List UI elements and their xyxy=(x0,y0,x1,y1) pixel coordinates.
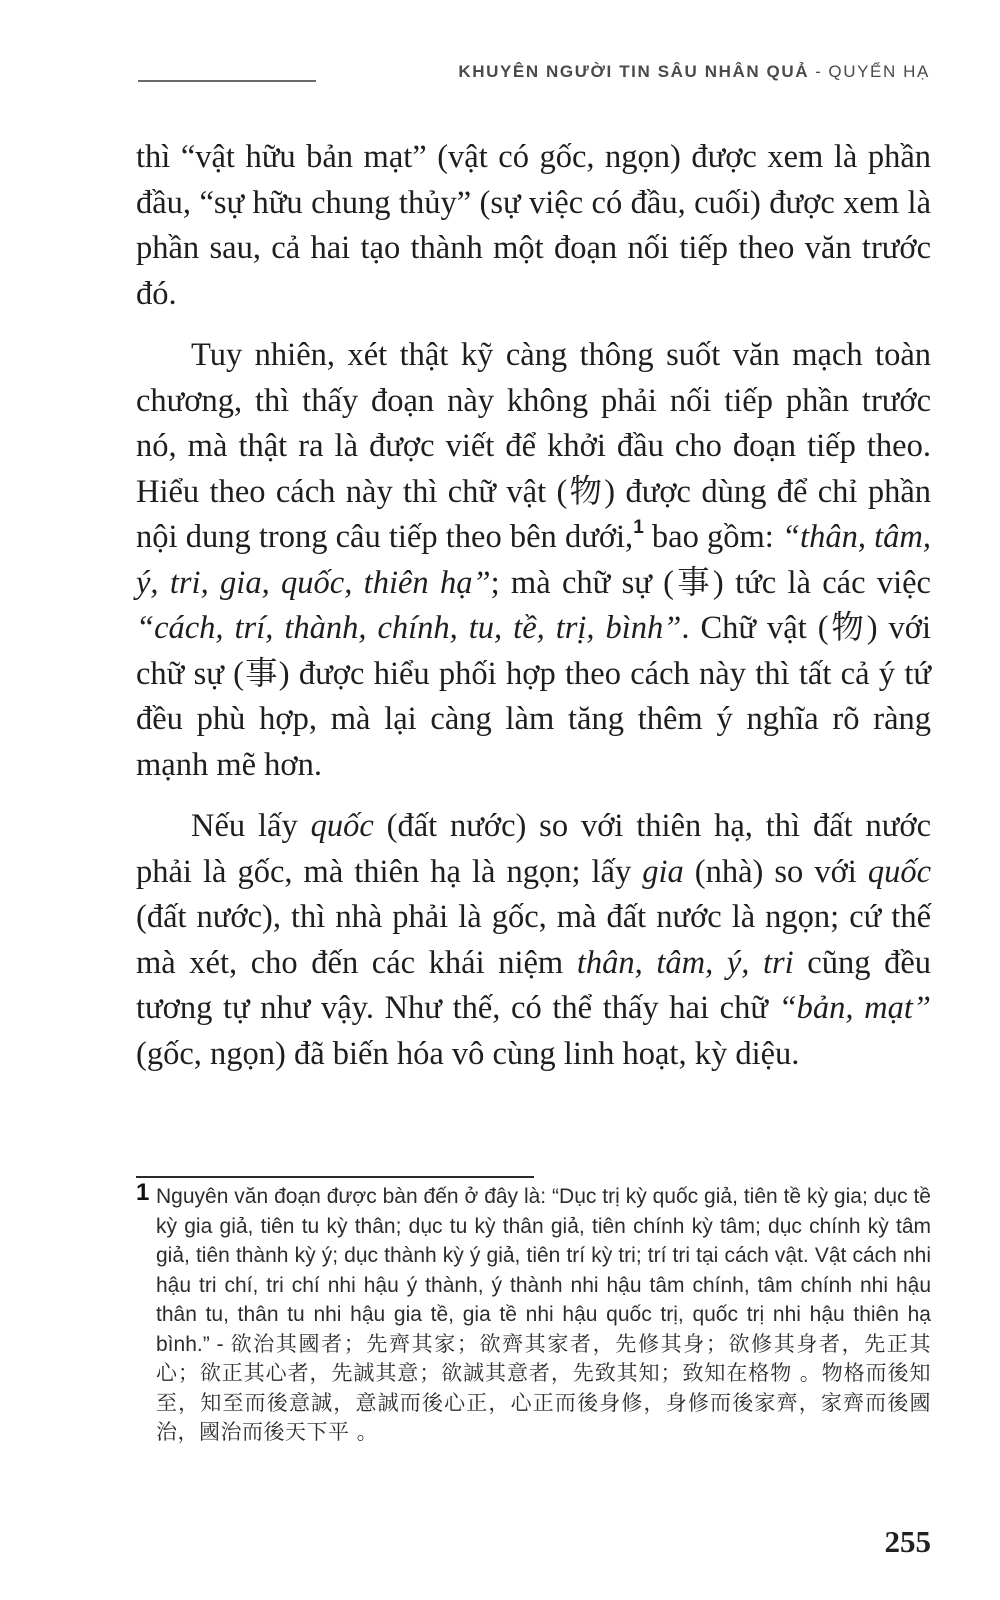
footnote-reference[interactable]: 1 xyxy=(633,517,644,538)
volume-label: QUYỂN HẠ xyxy=(828,62,930,81)
paragraph-1: thì “vật hữu bản mạt” (vật có gốc, ngọn) được xem là phần đầu, “sự hữu chung thủy” (sự việc có đầu, cuối) được xem là phần sau, cả hai tạo thành một đoạn nối tiếp theo văn trước đó. xyxy=(136,139,931,312)
running-header xyxy=(138,60,930,90)
footnote-number: 1 xyxy=(136,1179,150,1206)
footnote-divider xyxy=(136,1176,534,1178)
footnote-text: Nguyên văn đoạn được bàn đến ở đây là: “Dục trị kỳ quốc giả, tiên tề kỳ gia; dục tề kỳ gia giả, tiên tu kỳ thân; dục tu kỳ thân giả, tiên chính kỳ tâm; dục chính kỳ tâm giả, tiên thành kỳ ý; dục thành kỳ ý giả, tiên trí kỳ tri; trí tri tại cách vật. Vật cách nhi hậu tri chí, tri chí nhi hậu ý thành, ý thành nhi hậu tâm chính, tâm chính nhi hậu thân tu, thân tu nhi hậu gia tề, gia tề nhi hậu quốc trị, quốc trị nhi hậu thiên hạ bình.” - 欲治其國者；先齊其家；欲齊其家者，先修其身；欲修其身者，先正其心；欲正其心者，先誠其意；欲誠其意者，先致其知；致知在格物 。物格而後知至，知至而後意誠，意誠而後心正，心正而後身修，身修而後家齊，家齊而後國治，國治而後天下平 。 xyxy=(156,1185,931,1444)
paragraph-3: Nếu lấy quốc (đất nước) so với thiên hạ, thì đất nước phải là gốc, mà thiên hạ là ngọn; lấy gia (nhà) so với quốc (đất nước), thì nhà phải là gốc, mà đất nước là ngọn; cứ thế mà xét, cho đến các khái niệm thân, tâm, ý, tri cũng đều tương tự như vậy. Như thế, có thể thấy hai chữ “bản, mạt” (gốc, ngọn) đã biến hóa vô cùng linh hoạt, kỳ diệu. xyxy=(136,808,932,1072)
book-title: KHUYÊN NGƯỜI TIN SÂU NHÂN QUẢ xyxy=(458,62,810,81)
header-title xyxy=(458,62,930,82)
paragraph-2: Tuy nhiên, xét thật kỹ càng thông suốt văn mạch toàn chương, thì thấy đoạn này không phải nối tiếp phần trước nó, mà thật ra là được viết để khởi đầu cho đoạn tiếp theo. Hiểu theo cách này thì chữ vật (物) được dùng để chỉ phần nội dung trong câu tiếp theo bên dưới,$^1$ bao gồm: “thân, tâm, ý, tri, gia, quốc, thiên hạ”; mà chữ sự (事) tức là các việc “cách, trí, thành, chính, tu, tề, trị, bình”. Chữ vật (物) với chữ sự (事) được hiểu phối hợp theo cách này thì tất cả ý tứ đều phù hợp, mà lại càng làm tăng thêm ý nghĩa rõ ràng mạnh mẽ hơn. xyxy=(136,337,931,783)
header-separator: - xyxy=(815,62,823,81)
footnote xyxy=(136,1179,931,1448)
footnote-chinese-text: 欲治其國者；先齊其家；欲齊其家者，先修其身；欲修其身者，先正其心；欲正其心者，先誠其意；欲誠其意者，先致其知；致知在格物 。物格而後知至，知至而後意誠，意誠而後心正，心正而後身修，身修而後家齊，家齊而後國治，國治而後天下平 。 xyxy=(156,1331,931,1444)
header-rule xyxy=(138,80,316,82)
main-text xyxy=(136,135,931,1093)
page-number: 255 xyxy=(884,1524,931,1559)
